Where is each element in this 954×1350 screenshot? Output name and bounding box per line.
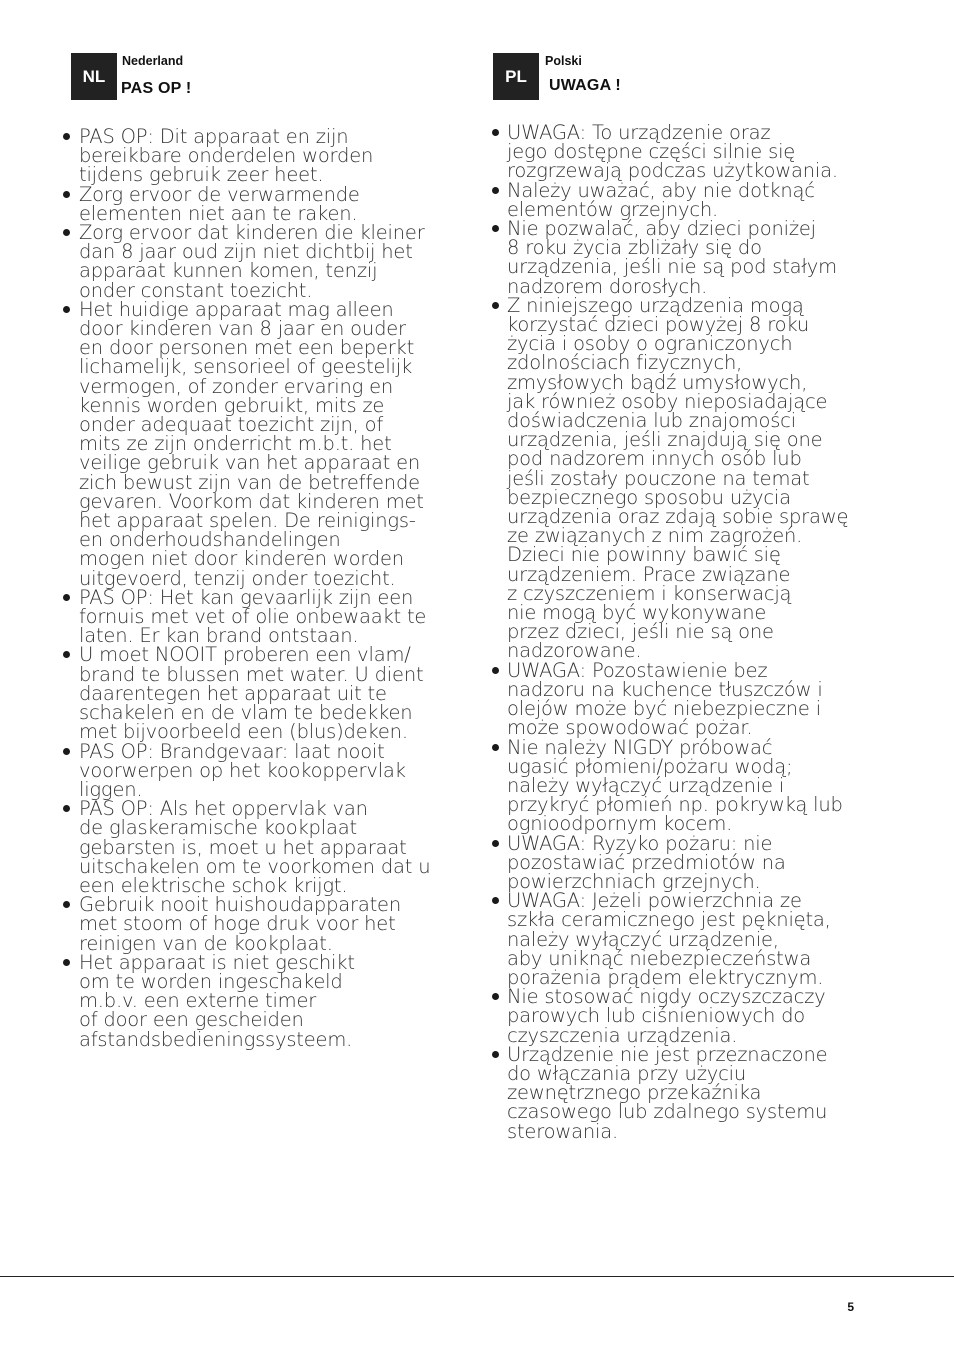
- safety-list-nl: [62, 127, 457, 1049]
- language-badge-pl: PL: [493, 53, 539, 100]
- language-name-nl: Nederland: [122, 54, 184, 68]
- list-item: Zorg ervoor dat kinderen die kleiner dan 8 jaar oud zijn niet dichtbij het apparaat kunnen komen, tenzij onder constant toezicht.: [62, 223, 457, 300]
- warning-title-pl: UWAGA !: [549, 77, 621, 94]
- language-badge-nl: NL: [71, 53, 117, 100]
- list-item: PAS OP: Brandgevaar: laat nooit voorwerpen op het kookoppervlak liggen.: [62, 742, 457, 800]
- list-item: Urządzenie nie jest przeznaczone do włączania przy użyciu zewnętrznego przekaźnika czasowego lub zdalnego systemu sterowania.: [491, 1045, 871, 1141]
- list-item: Het huidige apparaat mag alleen door kinderen van 8 jaar en ouder en door personen met een beperkt lichamelijk, sensorieel of geestelijk vermogen, of zonder ervaring en kennis worden gebruikt, mits ze onder adequaat toezicht zijn, of mits ze zijn onderricht m.b.t. het veilige gebruik van het apparaat en zich bewust zijn van de betreffende gevaren. Voorkom dat kinderen met het apparaat spelen. De reinigings- en onderhoudshandelingen mogen niet door kinderen worden uitgevoerd, tenzij onder toezicht.: [62, 300, 457, 588]
- safety-list-pl: [491, 123, 871, 1141]
- list-item: Z niniejszego urządzenia mogą korzystać dzieci powyżej 8 roku życia i osoby o ograniczonych zdolnościach fizycznych, zmysłowych bądź umysłowych, jak również osoby nieposiadające doświadczenia lub znajomości urządzenia, jeśli znajdują się one pod nadzorem innych osób lub jeśli zostały pouczone na temat bezpiecznego sposobu użycia urządzenia oraz zdają sobie sprawę ze związanych z nim zagrożeń. Dzieci nie powinny bawić się urządzeniem. Prace związane z czyszczeniem i konserwacją nie mogą być wykonywane przez dzieci, jeśli nie są one nadzorowane.: [491, 296, 871, 661]
- page-number: 5: [847, 1300, 854, 1314]
- warning-title-nl: PAS OP !: [121, 80, 192, 97]
- list-item: Zorg ervoor de verwarmende elementen niet aan te raken.: [62, 185, 457, 223]
- list-item: UWAGA: Pozostawienie bez nadzoru na kuchence tłuszczów i olejów może być niebezpieczne i może spowodować pożar.: [491, 661, 871, 738]
- footer-divider: [0, 1276, 954, 1277]
- list-item: UWAGA: Jeżeli powierzchnia ze szkła ceramicznego jest pęknięta, należy wyłączyć urządzenie, aby uniknąć niebezpieczeństwa porażenia prądem elektrycznym.: [491, 891, 871, 987]
- language-name-pl: Polski: [545, 54, 582, 68]
- list-item: Het apparaat is niet geschikt om te worden ingeschakeld m.b.v. een externe timer of door een gescheiden afstandsbedieningssysteem.: [62, 953, 457, 1049]
- list-item: Gebruik nooit huishoudapparaten met stoom of hoge druk voor het reinigen van de kookplaat.: [62, 895, 457, 953]
- list-item: Nie pozwalać, aby dzieci poniżej 8 roku życia zbliżały się do urządzenia, jeśli nie są pod stałym nadzorem dorosłych.: [491, 219, 871, 296]
- list-item: Nie stosować nigdy oczyszczaczy parowych lub ciśnieniowych do czyszczenia urządzenia.: [491, 987, 871, 1045]
- list-item: PAS OP: Dit apparaat en zijn bereikbare onderdelen worden tijdens gebruik zeer heet.: [62, 127, 457, 185]
- list-item: Należy uważać, aby nie dotknąć elementów grzejnych.: [491, 181, 871, 219]
- list-item: UWAGA: To urządzenie oraz jego dostępne części silnie się rozgrzewają podczas użytkowania.: [491, 123, 871, 181]
- list-item: Nie należy NIGDY próbować ugasić płomieni/pożaru wodą; należy wyłączyć urządzenie i przykryć płomień np. pokrywką lub ognioodpornym kocem.: [491, 738, 871, 834]
- list-item: UWAGA: Ryzyko pożaru: nie pozostawiać przedmiotów na powierzchniach grzejnych.: [491, 834, 871, 892]
- list-item: PAS OP: Als het oppervlak van de glaskeramische kookplaat gebarsten is, moet u het apparaat uitschakelen om te voorkomen dat u een elektrische schok krijgt.: [62, 799, 457, 895]
- list-item: U moet NOOIT proberen een vlam/ brand te blussen met water. U dient daarentegen het apparaat uit te schakelen en de vlam te bedekken met bijvoorbeeld een (blus)deken.: [62, 645, 457, 741]
- list-item: PAS OP: Het kan gevaarlijk zijn een fornuis met vet of olie onbewaakt te laten. Er kan brand ontstaan.: [62, 588, 457, 646]
